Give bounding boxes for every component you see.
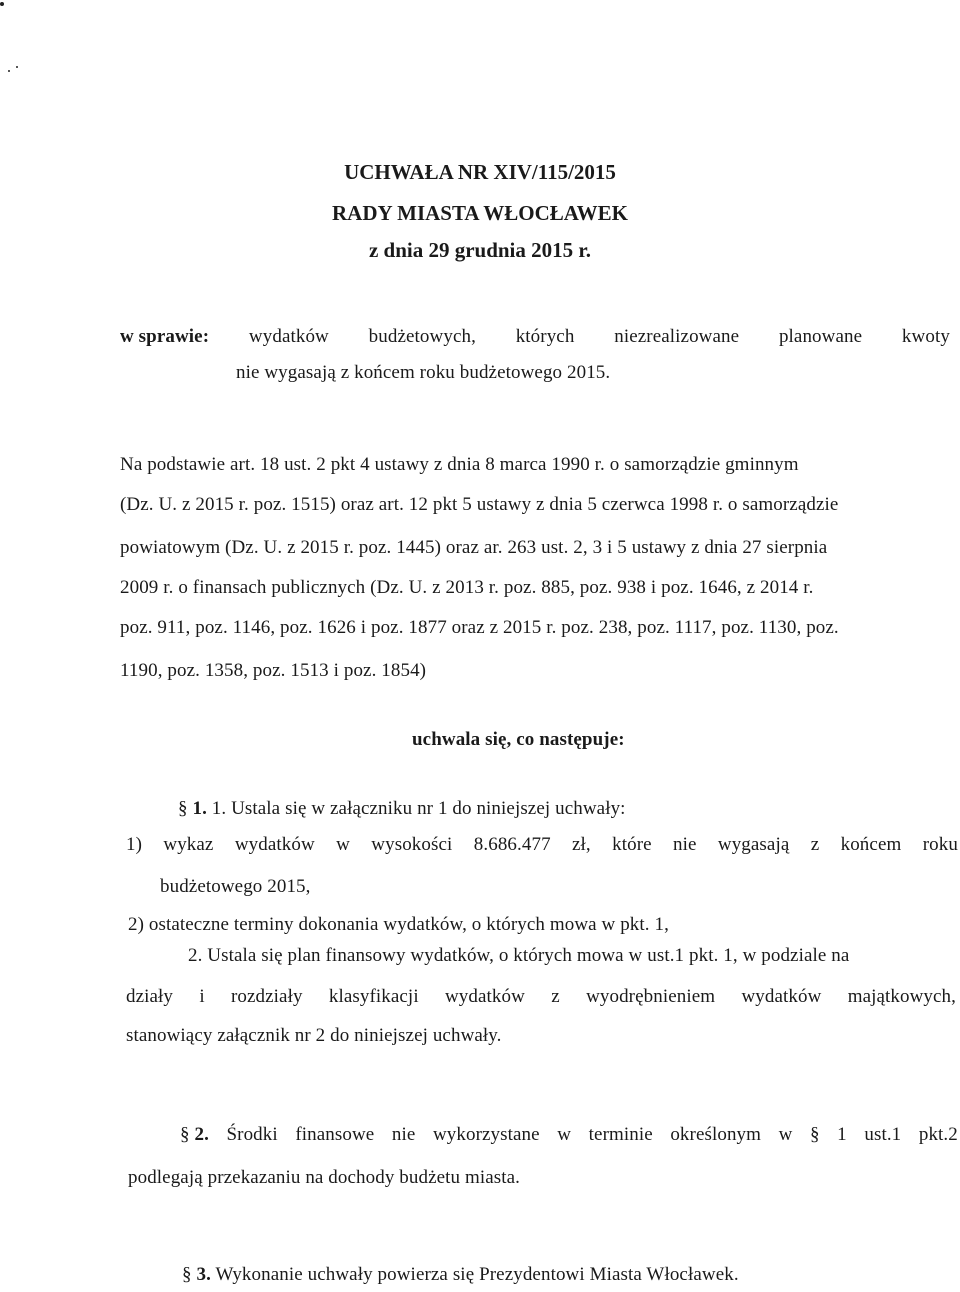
par2-line2: podlegają przekazaniu na dochody budżetu miasta.: [128, 1167, 521, 1188]
par2-word: ust.1: [864, 1124, 902, 1145]
item-word: wysokości: [371, 834, 453, 855]
item-word: nie: [673, 834, 697, 855]
item-word: zł,: [572, 834, 591, 855]
ust2-word: wyodrębnieniem: [586, 986, 716, 1007]
item-word: 1): [126, 834, 143, 855]
item-word: z: [810, 834, 820, 855]
par3-number: 3.: [196, 1264, 211, 1285]
legal-basis-line: poz. 911, poz. 1146, poz. 1626 i poz. 1877 oraz z 2015 r. poz. 238, poz. 1117, poz. 1130, poz.: [120, 617, 839, 638]
paragraph-sign: §: [180, 1124, 190, 1145]
par2-word: finansowe: [295, 1124, 375, 1145]
ust2-word: i: [199, 986, 205, 1007]
par2-word: Środki: [226, 1124, 278, 1145]
par2-number: 2.: [194, 1124, 209, 1145]
par2-line1: [180, 1124, 958, 1146]
resolution-date: z dnia 29 grudnia 2015 r.: [368, 238, 592, 262]
item-word: które: [612, 834, 652, 855]
item-word: roku: [922, 834, 958, 855]
ust2-word: wydatków: [444, 986, 525, 1007]
par1-item1-continuation: budżetowego 2015,: [160, 876, 311, 897]
resolution-title: UCHWAŁA NR XIV/115/2015: [344, 160, 616, 184]
par1-ust1-intro: [178, 798, 626, 820]
par2-word: nie: [391, 1124, 416, 1145]
ust2-word: majątkowych,: [847, 986, 956, 1007]
scan-speck: [0, 2, 4, 6]
subject-word: kwoty: [901, 326, 950, 347]
item-word: 8.686.477: [473, 834, 551, 855]
ust2-word: działy: [126, 986, 174, 1007]
resolves-heading: uchwala się, co następuje:: [412, 729, 625, 750]
ust2-word: rozdziały: [230, 986, 303, 1007]
par2-word: w: [778, 1124, 793, 1145]
subject-word: planowane: [778, 326, 863, 347]
par2-word: terminie: [588, 1124, 653, 1145]
paragraph-sign: §: [182, 1264, 192, 1285]
legal-basis-line: powiatowym (Dz. U. z 2015 r. poz. 1445) oraz ar. 263 ust. 2, 3 i 5 ustawy z dnia 27 sierpnia: [120, 537, 828, 558]
ust2-word: z: [551, 986, 560, 1007]
par1-ust2-line3: stanowiący załącznik nr 2 do niniejszej uchwały.: [126, 1025, 502, 1046]
subject-word: wydatków: [248, 326, 329, 347]
paragraph-sign: §: [178, 798, 188, 819]
par1-ust2-line2: [126, 986, 956, 1008]
subject-line-1: [120, 326, 950, 348]
par2-word: w: [557, 1124, 572, 1145]
ust2-word: wydatków: [741, 986, 822, 1007]
par1-ust1-text: 1. Ustala się w załączniku nr 1 do niniejszej uchwały:: [211, 798, 626, 819]
item-word: w: [336, 834, 350, 855]
legal-basis-line: 1190, poz. 1358, poz. 1513 i poz. 1854): [120, 660, 427, 681]
ust2-word: klasyfikacji: [328, 986, 419, 1007]
item-word: wydatków: [234, 834, 315, 855]
subject-word: niezrealizowane: [614, 326, 740, 347]
par2-heading: [180, 1124, 209, 1146]
subject-label: w sprawie:: [120, 326, 210, 347]
par2-word: 1: [837, 1124, 847, 1145]
par2-word: określonym: [670, 1124, 762, 1145]
item-word: końcem: [840, 834, 902, 855]
legal-basis-line: Na podstawie art. 18 ust. 2 pkt 4 ustawy z dnia 8 marca 1990 r. o samorządzie gminnym: [120, 454, 799, 475]
par2-word: wykorzystane: [432, 1124, 540, 1145]
subject-line-2: nie wygasają z końcem roku budżetowego 2015.: [236, 362, 611, 383]
par1-item2: 2) ostateczne terminy dokonania wydatków, o których mowa w pkt. 1,: [128, 914, 669, 935]
scan-speck: [8, 70, 10, 72]
par3-text: Wykonanie uchwały powierza się Prezydentowi Miasta Włocławek.: [215, 1264, 739, 1285]
par1-number: 1.: [192, 798, 207, 819]
scan-speck: [16, 66, 18, 68]
item-word: wygasają: [717, 834, 790, 855]
item-word: wykaz: [163, 834, 214, 855]
par3-line: [182, 1264, 739, 1286]
legal-basis-line: (Dz. U. z 2015 r. poz. 1515) oraz art. 12 pkt 5 ustawy z dnia 5 czerwca 1998 r. o samorządzie: [120, 494, 839, 515]
legal-basis-line: 2009 r. o finansach publicznych (Dz. U. z 2013 r. poz. 885, poz. 938 i poz. 1646, z 2014 r.: [120, 577, 814, 598]
subject-word: budżetowych,: [368, 326, 476, 347]
par1-item1: [126, 834, 958, 856]
par1-ust2-line1: 2. Ustala się plan finansowy wydatków, o których mowa w ust.1 pkt. 1, w podziale na: [188, 945, 850, 966]
par2-word: §: [810, 1124, 820, 1145]
subject-word: których: [515, 326, 575, 347]
resolution-issuer: RADY MIASTA WŁOCŁAWEK: [332, 201, 628, 225]
par2-word: pkt.2: [918, 1124, 958, 1145]
